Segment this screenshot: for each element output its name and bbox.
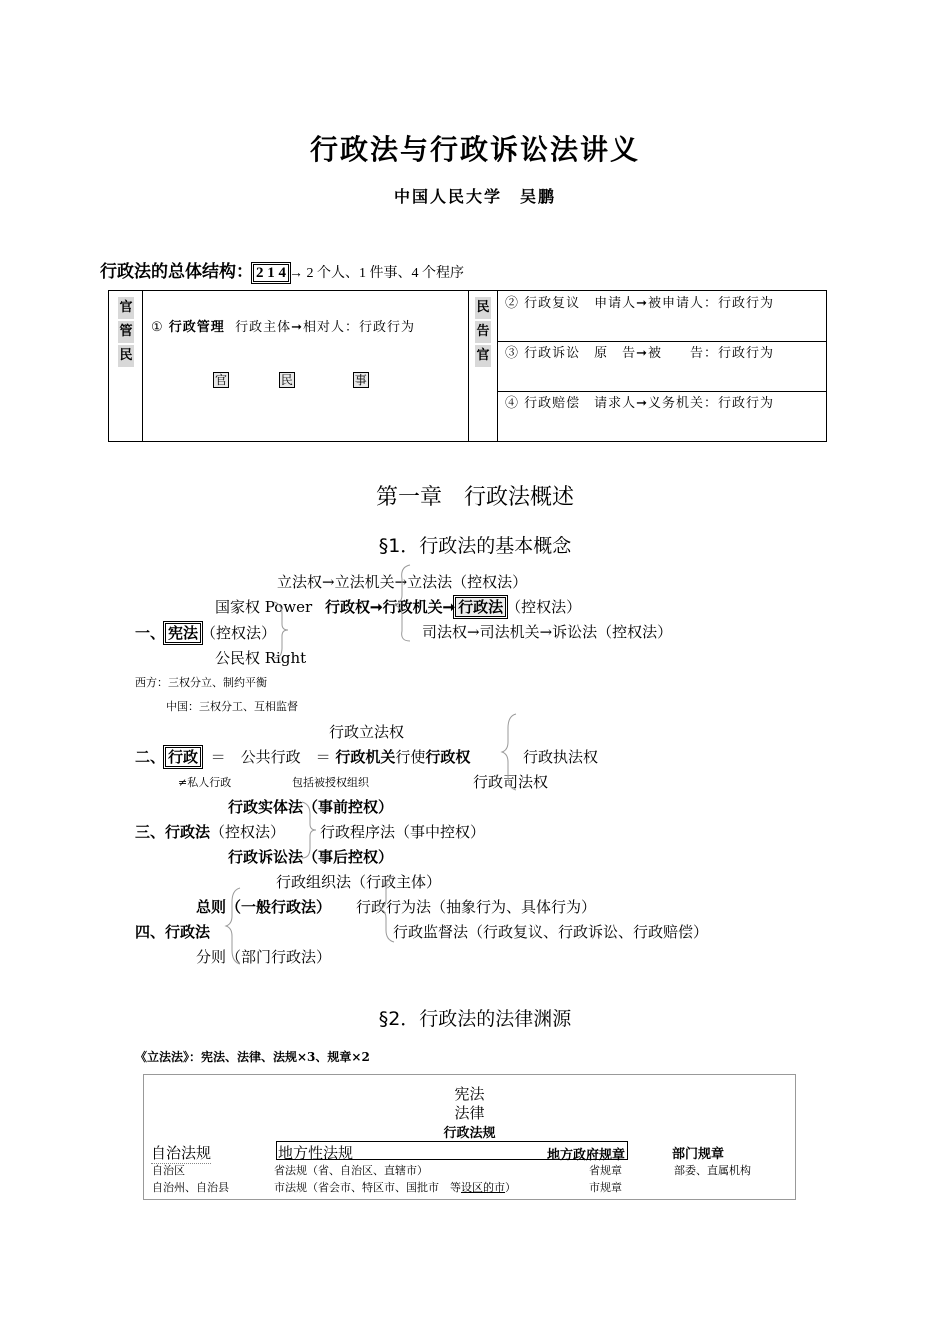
p3-brace: [300, 800, 320, 860]
p1-row2c: （控权法）: [506, 598, 582, 616]
p3-label: 行政法: [165, 823, 211, 841]
sources-table: [143, 1074, 796, 1200]
src-local2c: ）: [505, 1181, 516, 1194]
p1-constitution-note: （控权法）: [201, 624, 277, 642]
structure-table: [108, 290, 827, 442]
src-law: 法律: [454, 1104, 485, 1122]
p4-row1: 行政组织法（行政主体）: [276, 873, 442, 891]
src-local2a: 市法规（省会市、特区市、国批市 等: [274, 1181, 461, 1194]
right-label-char: 告: [475, 321, 491, 343]
p4-label: 行政法: [165, 923, 211, 941]
p3-row3: 行政诉讼法（事后控权）: [228, 848, 394, 866]
p4-special: 分则（部门行政法）: [196, 948, 332, 966]
chapter-title: 第一章 行政法概述: [375, 485, 574, 510]
sub-citizen: 民: [280, 373, 293, 387]
p4-num: 四、: [135, 923, 166, 941]
p2-judicial: 行政司法权: [473, 773, 549, 791]
p3-row1: 行政实体法（事前控权）: [228, 798, 394, 816]
right-vertical-label: [475, 297, 491, 369]
p1-row1: 立法权→立法机关→立法法（控权法）: [277, 573, 528, 591]
p2-exec: 行政执法权: [523, 748, 599, 766]
right-label-char: 民: [475, 297, 491, 319]
left-label-char: 官: [118, 297, 134, 319]
left-label-char: 民: [118, 345, 134, 367]
p4-row3: 行政监督法（行政复议、行政诉讼、行政赔偿）: [393, 923, 709, 941]
src-constitution: 宪法: [454, 1085, 485, 1103]
p2-power: 行政权: [425, 748, 471, 766]
overview-desc: → 2 个人、1 件事、4 个程序: [289, 266, 464, 281]
p4-general: 总则（一般行政法）: [196, 898, 332, 916]
p3-num: 三、: [135, 823, 166, 841]
left-vertical-label: [118, 297, 134, 369]
right-label-char: 官: [475, 345, 491, 367]
item1-title: 行政管理: [168, 320, 225, 335]
sub-matter: 事: [354, 373, 367, 387]
p2-brace: [500, 712, 520, 792]
author-line: 中国人民大学 吴鹏: [393, 187, 556, 206]
p2-note2: 包括被授权组织: [292, 776, 369, 789]
p2-note1: ≠私人行政: [178, 776, 232, 789]
p4-brace-right: [378, 874, 398, 944]
p3-main: [135, 821, 285, 842]
item1-sub: [213, 371, 369, 388]
p1-row2: [325, 596, 581, 617]
p1-brace-left: [272, 600, 292, 660]
p2-eq: ＝ 公共行政 ＝: [210, 748, 331, 766]
p3-note: （控权法）: [210, 823, 286, 841]
overview-label: 行政法的总体结构：: [100, 262, 253, 282]
p1-brace-right: [392, 563, 422, 643]
overview-code: 2 1 4: [253, 264, 289, 282]
src-autonomy: 自治法规: [151, 1144, 212, 1162]
src-auto2: 自治州、自治县: [152, 1181, 229, 1194]
src-rule1: 省规章: [589, 1164, 622, 1177]
p1-row-num: [135, 622, 276, 643]
src-local2b: 设区的市: [461, 1181, 505, 1194]
src-local-rule: 地方政府规章: [546, 1148, 625, 1163]
src-local-reg: 地方性法规: [278, 1144, 354, 1162]
src-auto1: 自治区: [152, 1164, 185, 1177]
p1-country: 国家权 Power: [215, 598, 313, 616]
p1-row2a: 行政权➞行政机关➞: [325, 598, 456, 616]
item1-num: ①: [151, 320, 164, 335]
overview-line: [100, 257, 464, 282]
item2-cell: ② 行政复议 申请人➞被申请人：行政行为: [505, 296, 775, 311]
src-dept1: 部委、直属机构: [674, 1164, 751, 1177]
src-dept-rule: 部门规章: [672, 1147, 725, 1162]
item4-cell: ④ 行政赔偿 请求人➞义务机关：行政行为: [505, 396, 775, 411]
p1-admin-law: 行政法: [455, 597, 506, 617]
src-admin-reg: 行政法规: [443, 1126, 496, 1141]
p2-num: 二、: [135, 748, 166, 766]
p2-use: 行使: [395, 748, 426, 766]
p2-agency: 行政机关: [335, 748, 396, 766]
src-local1: 省法规（省、自治区、直辖市）: [274, 1164, 428, 1177]
p3-row2: 行政程序法（事中控权）: [320, 823, 486, 841]
lifa-line: 《立法法》：宪法、法律、法规×3、规章×2: [135, 1050, 370, 1064]
item1-text: 行政主体➞相对人：行政行为: [235, 320, 415, 335]
section-1-title: §1．行政法的基本概念: [378, 535, 572, 557]
p1-china: 中国：三权分工、互相监督: [166, 700, 298, 713]
p2-admin: 行政: [165, 747, 201, 767]
left-label-char: 管: [118, 321, 134, 343]
page-title: 行政法与行政诉讼法讲义: [309, 133, 640, 166]
item3-cell: ③ 行政诉讼 原 告➞被 告：行政行为: [505, 346, 775, 361]
sub-official: 官: [215, 373, 228, 387]
p4-main: [135, 921, 210, 942]
item1-cell: [151, 315, 463, 341]
section-2-title: §2．行政法的法律渊源: [378, 1008, 572, 1030]
p1-west: 西方：三权分立、制约平衡: [135, 676, 267, 689]
p1-citizen: 公民权 Right: [215, 649, 307, 667]
p2-main: [135, 746, 470, 767]
src-local-box: [276, 1141, 628, 1163]
p1-num: 一、: [135, 624, 166, 642]
p4-brace-left: [224, 886, 244, 966]
p2-legislative: 行政立法权: [329, 723, 405, 741]
p1-constitution: 宪法: [165, 623, 201, 643]
p1-row3: 司法权→司法机关→诉讼法（控权法）: [422, 623, 673, 641]
p4-row2: 行政行为法（抽象行为、具体行为）: [356, 898, 597, 916]
src-rule2: 市规章: [589, 1181, 622, 1194]
p2-top: [329, 721, 404, 742]
src-local2: [274, 1179, 516, 1195]
